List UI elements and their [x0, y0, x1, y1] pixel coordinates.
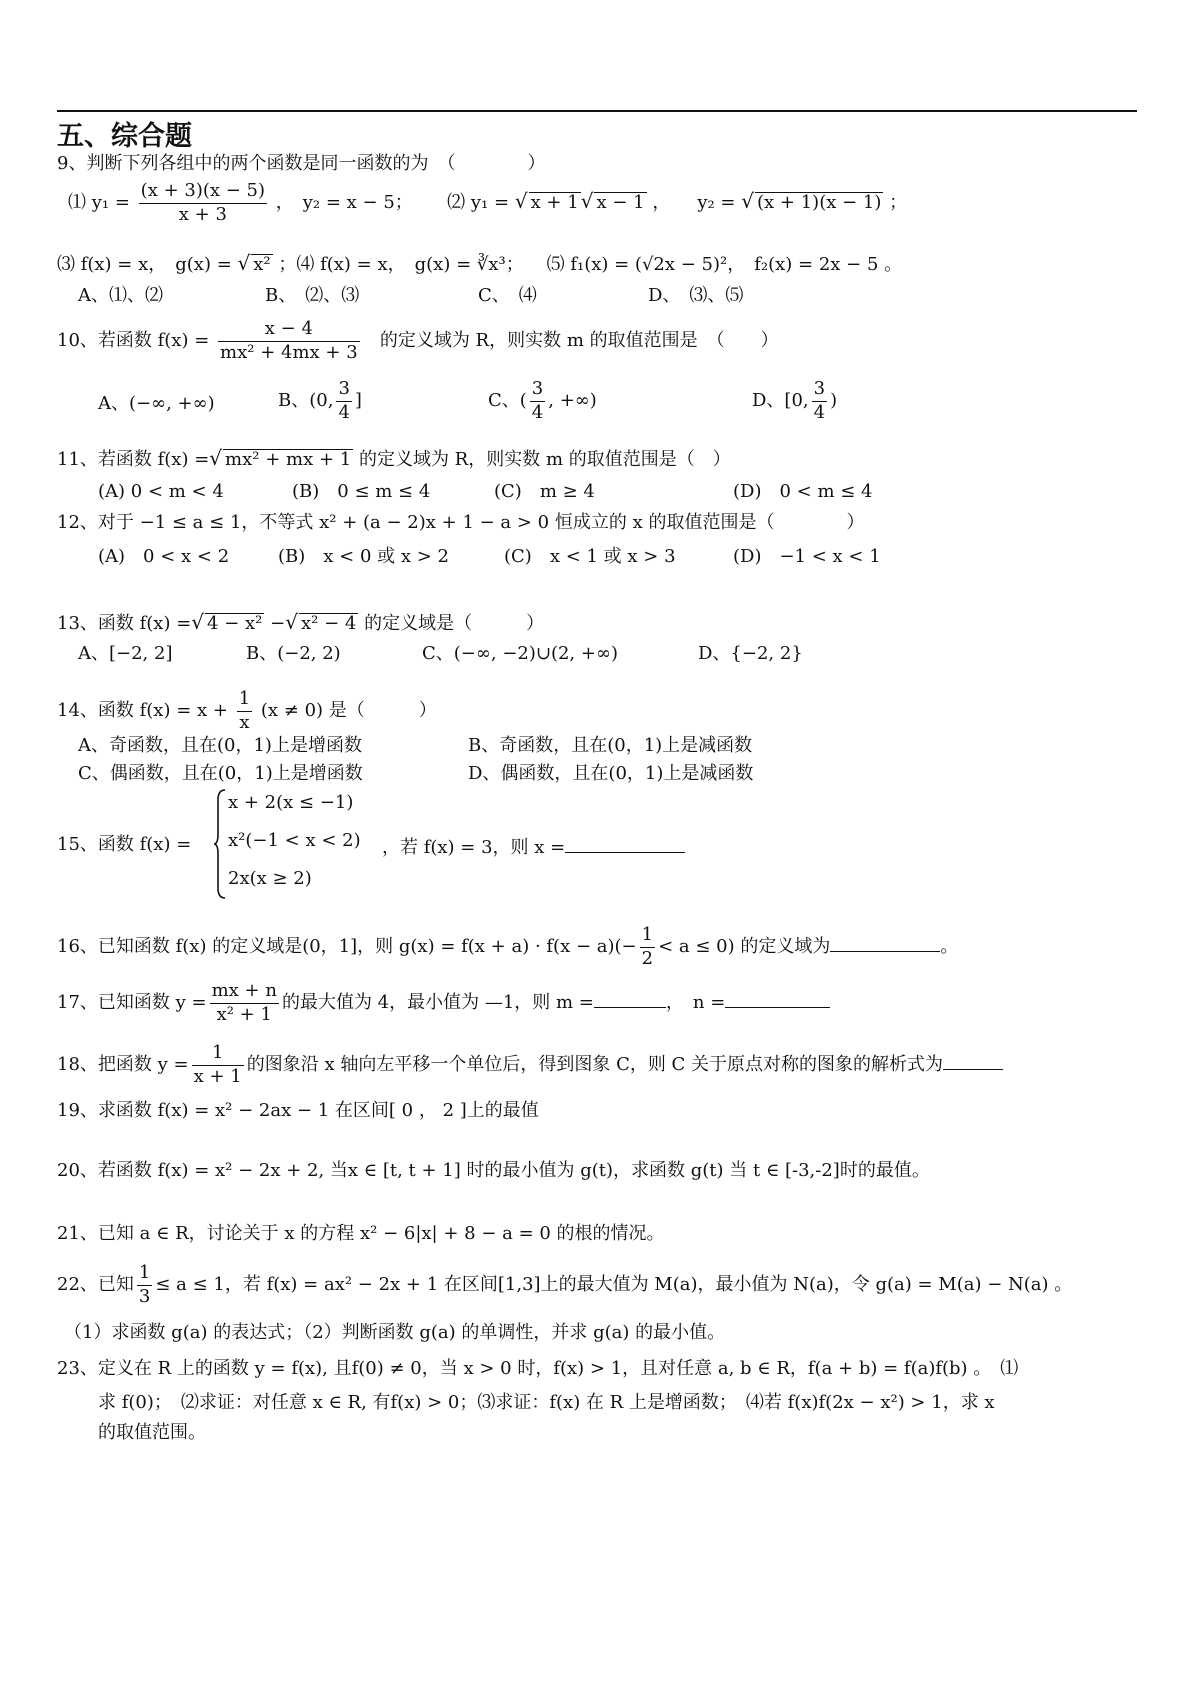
- q22-parts: （1）求函数 g(a) 的表达式；（2）判断函数 g(a) 的单调性，并求 g(a) 的最小值。: [64, 1322, 726, 1343]
- q9-option-a: A、⑴、⑵: [78, 285, 163, 306]
- q15-case-3: 2x(x ≥ 2): [228, 868, 312, 889]
- q15-suffix: ，若 f(x) = 3，则 x =: [382, 834, 685, 859]
- q12-option-a: (A) 0 < x < 2: [98, 546, 230, 567]
- q15-case-1: x + 2(x ≤ −1): [228, 792, 354, 813]
- q17-n-blank: [725, 989, 830, 1008]
- q19-stem: 19、求函数 f(x) = x² − 2ax − 1 在区间[ 0 ， 2 ]上的最值: [57, 1100, 539, 1121]
- q23-line2: 求 f(0)； ⑵求证：对任意 x ∈ R, 有f(x) > 0；⑶求证：f(x) 在 R 上是增函数； ⑷若 f(x)f(2x − x²) > 1，求 x: [98, 1392, 995, 1413]
- q9-stem: 9、判断下列各组中的两个函数是同一函数的为 （ ）: [57, 153, 546, 174]
- q12-option-d: (D) −1 < x < 1: [733, 546, 881, 567]
- q23-line1: 23、定义在 R 上的函数 y = f(x), 且f(0) ≠ 0，当 x > 0 时，f(x) > 1，且对任意 a, b ∈ R，f(a + b) = f(a)f(b) 。 ⑴: [57, 1358, 1019, 1379]
- section-title: 五、综合题: [57, 121, 192, 152]
- q23-line3: 的取值范围。: [98, 1422, 206, 1443]
- q14-option-d: D、偶函数，且在(0，1)上是减函数: [468, 763, 754, 784]
- q10-option-b: B、(0, $\frac{3}{4}$ ]: [278, 378, 362, 423]
- q16-stem: 16、已知函数 f(x) 的定义域是(0，1]，则 g(x) = f(x + a) · f(x − a)(− $\frac{1}{2}$ < a ≤ 0) 的定义域为 。: [57, 924, 959, 969]
- q11-option-b: (B) 0 ≤ m ≤ 4: [292, 481, 431, 502]
- q13-option-a: A、[−2, 2]: [78, 643, 173, 664]
- q9-fraction: $\frac{(x + 3)(x - 5)}{x + 3}$: [140, 180, 266, 225]
- q18-answer-blank: [943, 1051, 1003, 1070]
- q14-stem: 14、函数 f(x) = x + $\frac{1}{x}$ (x ≠ 0) 是（ ）: [57, 688, 437, 733]
- q9-line1: ⑴ y₁ = $\frac{(x + 3)(x - 5)}{x + 3}$ ， y₂ = x − 5； ⑵ y₁ = √ x + 1 √ x − 1 ， y₂ = √ (x + 1)(x − 1) ；: [68, 180, 908, 225]
- q11-stem: 11、若函数 f(x) =√ mx² + mx + 1 的定义域为 R，则实数 m 的取值范围是（ ）: [57, 446, 731, 470]
- q13-stem: 13、函数 f(x) =√ 4 − x² −√ x² − 4 的定义域是（ ）: [57, 610, 545, 634]
- q12-option-c: (C) x < 1 或 x > 3: [504, 546, 676, 567]
- q9-option-d: D、 ⑶、⑸: [648, 285, 744, 306]
- q13-option-c: C、(−∞, −2)∪(2, +∞): [422, 643, 618, 664]
- q9-option-b: B、 ⑵、⑶: [265, 285, 360, 306]
- q18-stem: 18、把函数 y = $\frac{1}{x + 1}$ 的图象沿 x 轴向左平移一个单位后，得到图象 C，则 C 关于原点对称的图象的解析式为: [57, 1042, 1003, 1088]
- q15-case-2: x²(−1 < x < 2): [228, 830, 361, 851]
- q10-stem: 10、若函数 f(x) = $\frac{x - 4}{\text{mx² + 4mx + 3}}$ 的定义域为 R，则实数 m 的取值范围是 （ ）: [57, 318, 779, 363]
- q11-option-d: (D) 0 < m ≤ 4: [733, 481, 873, 502]
- q20-stem: 20、若函数 f(x) = x² − 2x + 2, 当x ∈ [t, t + 1] 时的最小值为 g(t)，求函数 g(t) 当 t ∈ [-3,-2]时的最值。: [57, 1160, 930, 1181]
- q11-option-a: (A) 0 < m < 4: [98, 481, 224, 502]
- q12-stem: 12、对于 −1 ≤ a ≤ 1，不等式 x² + (a − 2)x + 1 − a > 0 恒成立的 x 的取值范围是（ ）: [57, 512, 865, 533]
- q10-option-a: A、(−∞, +∞): [98, 393, 215, 414]
- q13-option-b: B、(−2, 2): [246, 643, 341, 664]
- q17-m-blank: [594, 989, 666, 1008]
- q14-option-a: A、奇函数，且在(0，1)上是增函数: [78, 735, 362, 756]
- q10-option-c: C、( $\frac{3}{4}$ , +∞): [488, 378, 597, 423]
- q21-stem: 21、已知 a ∈ R，讨论关于 x 的方程 x² − 6|x| + 8 − a = 0 的根的情况。: [57, 1223, 665, 1244]
- q15-brace: [213, 788, 227, 900]
- q22-stem: 22、已知 $\frac{1}{3}$ ≤ a ≤ 1，若 f(x) = ax² − 2x + 1 在区间[1,3]上的最大值为 M(a)，最小值为 N(a)，令 g(a) = M(a) − N(a) 。: [57, 1262, 1073, 1307]
- header-rule: [57, 110, 1137, 112]
- q9-option-c: C、 ⑷: [478, 285, 537, 306]
- q10-option-d: D、[0, $\frac{3}{4}$ ): [752, 378, 838, 423]
- q16-answer-blank: [830, 933, 940, 952]
- q14-option-c: C、偶函数，且在(0，1)上是增函数: [78, 763, 363, 784]
- q12-option-b: (B) x < 0 或 x > 2: [278, 546, 449, 567]
- q13-option-d: D、{−2, 2}: [698, 643, 803, 664]
- q17-stem: 17、已知函数 y = $\frac{mx + n}{\text{x² + 1}}$ 的最大值为 4，最小值为 —1，则 m = ， n =: [57, 980, 830, 1026]
- q9-line2: ⑶ f(x) = x， g(x) = √ x² ；⑷ f(x) = x， g(x) = ∛x³； ⑸ f₁(x) = (√2x − 5)²， f₂(x) = 2x − 5 。: [57, 251, 903, 275]
- q15-prefix: 15、函数 f(x) =: [57, 834, 192, 855]
- q11-option-c: (C) m ≥ 4: [494, 481, 595, 502]
- q14-option-b: B、奇函数，且在(0，1)上是减函数: [468, 735, 753, 756]
- q15-answer-blank: [565, 834, 685, 853]
